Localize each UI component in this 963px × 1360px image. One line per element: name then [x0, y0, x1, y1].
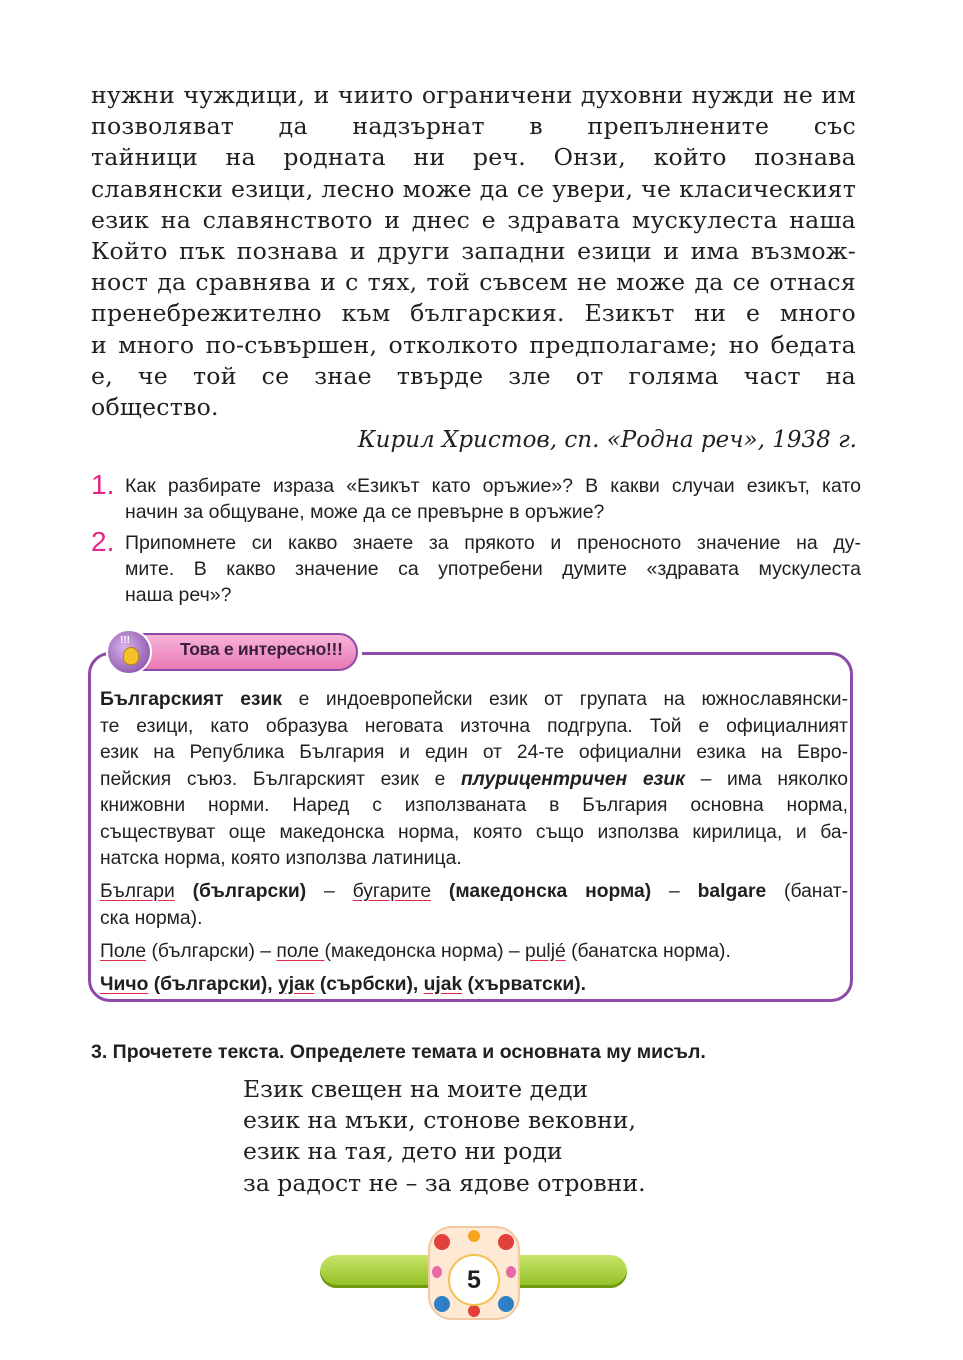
example-word: Чичо: [100, 973, 149, 995]
info-line: [100, 879, 848, 906]
passage-line: славянски езици, лесно може да се увери, че класическият: [91, 174, 856, 203]
question-line: мите. В какво значение са употребени думите «здравата мускулеста: [125, 558, 861, 580]
page-number: 5: [448, 1254, 500, 1306]
question-line: начин за общуване, може да се превърне в оръжие?: [125, 501, 605, 523]
passage-line: Който пък познава и други западни езици и има възмож-: [91, 236, 856, 265]
dash: –: [306, 881, 353, 902]
ornament-dot: [434, 1234, 450, 1250]
question-1: [91, 469, 861, 525]
ornament-dot: [434, 1296, 450, 1312]
example-word: ујак: [278, 973, 315, 995]
exclamation-marks: !!!: [120, 635, 130, 646]
ornament-dot: [506, 1266, 516, 1278]
term-bulgarian-language: Българският език: [100, 689, 283, 710]
info-line: ска норма).: [100, 907, 203, 929]
example-note: (български) –: [146, 940, 277, 962]
question-line: Припомнете си какво знаете за прякото и преносното значение на ду-: [125, 532, 861, 554]
ornament-dot: [498, 1234, 514, 1250]
poem: [243, 1074, 646, 1199]
info-line: език на Република България и един от 24-те официални езика на Евро-: [100, 742, 848, 763]
poem-line: език на мъки, стонове вековни,: [243, 1106, 636, 1135]
example-word: поле: [276, 940, 325, 962]
passage-line: и много по-съвършен, отколкото предполагаме; но бедата: [91, 330, 856, 359]
info-paragraph: [100, 939, 848, 966]
example-word: бугарите: [352, 881, 432, 902]
info-line: те езици, като образува неговата източна подгрупа. Той е официалният: [100, 715, 848, 737]
term-pluricentric: плурицентричен език: [460, 768, 685, 790]
passage-line: тайници на родната ни реч. Онзи, който познава: [91, 143, 856, 172]
bulb-shape: [123, 647, 139, 665]
info-line: натска норма, която използва латиница.: [100, 848, 462, 869]
example-note: (македонска норма) –: [324, 940, 525, 962]
info-text: пейския съюз. Българският език е: [100, 768, 461, 790]
question-line: наша реч»?: [125, 584, 232, 606]
passage-line: е, че той се знае твърде зле от голяма част на: [91, 361, 856, 390]
example-word: Поле: [100, 940, 147, 962]
dash: –: [651, 881, 698, 902]
info-paragraph: [100, 687, 848, 873]
ornament-dot: [468, 1305, 480, 1317]
example-word: balgare: [697, 881, 767, 902]
passage-line: общество.: [91, 392, 219, 421]
example-note: (македонска норма): [431, 881, 652, 902]
example-word: Българи: [100, 881, 175, 902]
info-line: съществуват още македонска норма, която също използва кирилица, и ба-: [100, 821, 848, 843]
passage-line: език на славянството и днес е здравата мускулеста наша: [91, 205, 856, 234]
info-line: [100, 767, 848, 794]
info-box-body: [100, 687, 848, 1005]
example-note: (хърватски).: [462, 973, 587, 995]
passage-line: ност да сравнява и с тях, той съвсем не може да се отнася: [91, 268, 856, 297]
info-line: книжовни норми. Наред с използваната в България основна норма,: [100, 795, 848, 816]
question-2: [91, 526, 861, 608]
ornament-dot: [468, 1230, 480, 1242]
passage-line: пренебрежително към българския. Езикът ни е много: [91, 299, 856, 328]
question-number: 1.: [91, 469, 115, 500]
poem-line: Език свещен на моите деди: [243, 1075, 589, 1103]
info-line: [100, 687, 848, 714]
info-line: [100, 939, 848, 966]
task-3-heading: 3. Прочетете текста. Определете темата и основната му мисъл.: [91, 1041, 706, 1063]
example-note: (банат-: [766, 881, 848, 902]
example-note: (банатска норма).: [565, 940, 731, 962]
example-note: (български),: [148, 973, 279, 995]
example-word: ujak: [423, 973, 463, 995]
question-number: 2.: [91, 526, 115, 557]
info-text: – има няколко: [684, 768, 848, 790]
lightbulb-icon: [106, 629, 152, 675]
ornament-dot: [432, 1266, 442, 1278]
passage-line: нужни чуждици, и чиито ограничени духовни нужди не им: [91, 81, 856, 109]
example-word: puljé: [524, 940, 566, 962]
info-paragraph: [100, 879, 848, 932]
badge-title: Това е интересно!!!: [180, 639, 343, 659]
poem-line: език на тая, дето ни роди: [243, 1137, 563, 1166]
info-line: [100, 972, 848, 999]
passage-line: позволяват да надзърнат в препълнените със: [91, 112, 856, 141]
prose-passage: [91, 80, 856, 423]
info-text: е индоевропейски език от групата на южнославянски-: [282, 689, 848, 710]
info-paragraph: [100, 972, 848, 999]
citation: Кирил Христов, сп. «Родна реч», 1938 г.: [357, 427, 857, 453]
interesting-fact-badge: [106, 629, 362, 675]
ornament-dot: [498, 1296, 514, 1312]
example-note: (български): [174, 881, 307, 902]
example-note: (сърбски),: [314, 973, 424, 995]
question-line: Как разбирате израза «Езикът като оръжие»? В какви случаи езикът, като: [125, 475, 861, 497]
poem-line: за радост не – за ядове отровни.: [243, 1168, 646, 1197]
